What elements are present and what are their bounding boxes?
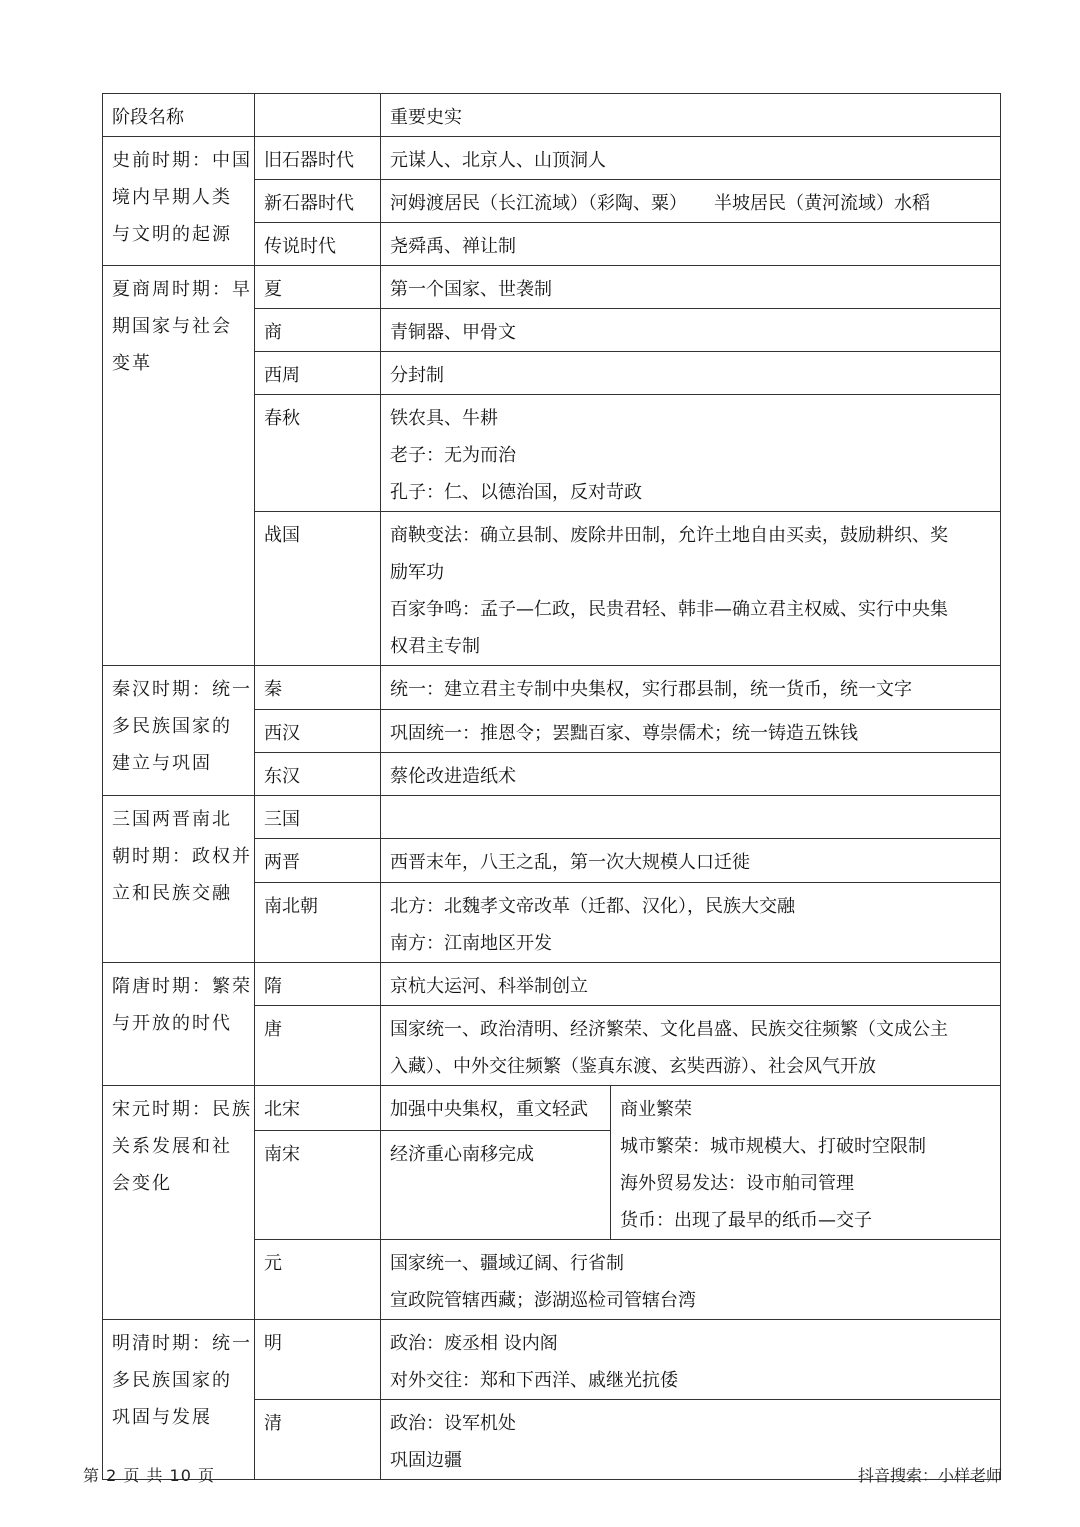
stage-line: 与文明的起源 xyxy=(112,224,232,245)
fact-line: 巩固边疆 xyxy=(390,1450,462,1471)
stage-line: 立和民族交融 xyxy=(112,883,232,904)
fact-line: 国家统一、疆域辽阔、行省制 xyxy=(390,1253,624,1274)
table-row xyxy=(103,666,1001,710)
stage-cell xyxy=(103,266,255,666)
stage-line: 会变化 xyxy=(112,1173,172,1194)
facts-cell xyxy=(381,710,1001,753)
period-cell: 商 xyxy=(255,309,381,352)
period-cell: 夏 xyxy=(255,266,381,309)
history-table xyxy=(102,93,1001,1480)
stage-cell xyxy=(103,1086,255,1320)
stage-line: 与开放的时代 xyxy=(112,1013,232,1034)
header-facts: 重要史实 xyxy=(381,94,1001,137)
fact-line: 商业繁荣 xyxy=(620,1099,692,1120)
facts-cell xyxy=(381,796,1001,839)
fact-line: 孔子：仁、以德治国，反对苛政 xyxy=(390,482,642,503)
facts-cell xyxy=(381,137,1001,180)
facts-cell xyxy=(381,1131,611,1240)
period-cell: 元 xyxy=(255,1240,381,1320)
stage-line: 关系发展和社 xyxy=(112,1136,232,1157)
stage-cell xyxy=(103,137,255,266)
facts-cell xyxy=(381,963,1001,1006)
fact-line: 西晋末年，八王之乱，第一次大规模人口迁徙 xyxy=(390,852,750,873)
fact-line: 城市繁荣：城市规模大、打破时空限制 xyxy=(620,1136,926,1157)
period-cell: 明 xyxy=(255,1320,381,1400)
stage-line: 朝时期：政权并 xyxy=(112,846,252,867)
fact-line: 老子：无为而治 xyxy=(390,445,516,466)
fact-line: 政治：废丞相 设内阁 xyxy=(390,1333,558,1354)
facts-cell xyxy=(381,666,1001,710)
table-row xyxy=(103,796,1001,839)
table-row xyxy=(103,1086,1001,1131)
stage-line: 宋元时期：民族 xyxy=(112,1099,252,1120)
stage-line: 明清时期：统一 xyxy=(112,1333,252,1354)
period-cell: 南北朝 xyxy=(255,883,381,963)
facts-cell xyxy=(381,395,1001,512)
fact-line: 入藏）、中外交往频繁（鉴真东渡、玄奘西游）、社会风气开放 xyxy=(390,1056,876,1077)
facts-cell xyxy=(381,1320,1001,1400)
facts-cell xyxy=(381,309,1001,352)
facts-cell xyxy=(381,1006,1001,1086)
fact-line: 尧舜禹、禅让制 xyxy=(390,236,516,257)
period-cell: 西周 xyxy=(255,352,381,395)
fact-line: 南方：江南地区开发 xyxy=(390,933,552,954)
stage-line: 期国家与社会 xyxy=(112,316,232,337)
table-row xyxy=(103,137,1001,180)
period-cell: 春秋 xyxy=(255,395,381,512)
stage-line: 秦汉时期：统一 xyxy=(112,679,252,700)
footer-credit: 抖音搜索：小样老师 xyxy=(857,1466,1002,1485)
fact-line: 分封制 xyxy=(390,365,444,386)
fact-line: 河姆渡居民（长江流域）（彩陶、粟） 半坡居民（黄河流域）水稻 xyxy=(390,193,930,214)
facts-cell xyxy=(381,180,1001,223)
period-cell: 旧石器时代 xyxy=(255,137,381,180)
fact-line: 百家争鸣：孟子—仁政，民贵君轻、韩非—确立君主权威、实行中央集 xyxy=(390,599,948,620)
facts-cell xyxy=(381,839,1001,883)
facts-cell xyxy=(381,512,1001,666)
period-cell: 西汉 xyxy=(255,710,381,753)
facts-cell xyxy=(381,753,1001,796)
fact-line: 经济重心南移完成 xyxy=(390,1144,534,1166)
fact-line: 第一个国家、世袭制 xyxy=(390,279,552,300)
header-row xyxy=(103,94,1001,137)
facts-cell xyxy=(381,1240,1001,1320)
stage-line: 三国两晋南北 xyxy=(112,809,232,830)
fact-line: 政治：设军机处 xyxy=(390,1413,516,1434)
stage-line: 境内早期人类 xyxy=(112,187,232,208)
header-period xyxy=(255,94,381,137)
stage-line: 建立与巩固 xyxy=(112,753,212,774)
period-cell: 隋 xyxy=(255,963,381,1006)
page-number: 第 2 页 共 10 页 xyxy=(83,1466,215,1485)
fact-line: 权君主专制 xyxy=(390,636,480,657)
period-cell: 传说时代 xyxy=(255,223,381,266)
fact-line: 励军功 xyxy=(390,562,444,583)
stage-line: 多民族国家的 xyxy=(112,716,232,737)
fact-line: 统一：建立君主专制中央集权，实行郡县制，统一货币，统一文字 xyxy=(390,679,912,700)
table-row xyxy=(103,963,1001,1006)
shared-facts-cell xyxy=(611,1086,1001,1240)
facts-cell xyxy=(381,352,1001,395)
table-row xyxy=(103,266,1001,309)
fact-line: 加强中央集权，重文轻武 xyxy=(390,1099,588,1120)
period-cell: 南宋 xyxy=(255,1131,381,1240)
period-cell: 战国 xyxy=(255,512,381,666)
table-row xyxy=(103,1320,1001,1400)
stage-line: 变革 xyxy=(112,353,152,374)
facts-cell xyxy=(381,883,1001,963)
fact-line: 商鞅变法：确立县制、废除井田制，允许土地自由买卖，鼓励耕织、奖 xyxy=(390,525,948,546)
facts-cell xyxy=(381,223,1001,266)
stage-line: 史前时期：中国 xyxy=(112,150,252,171)
period-cell: 北宋 xyxy=(255,1086,381,1131)
stage-line: 巩固与发展 xyxy=(112,1407,212,1428)
period-cell: 东汉 xyxy=(255,753,381,796)
stage-line: 隋唐时期：繁荣 xyxy=(112,976,252,997)
header-stage: 阶段名称 xyxy=(103,94,255,137)
fact-line: 青铜器、甲骨文 xyxy=(390,322,516,343)
stage-cell xyxy=(103,963,255,1086)
fact-line: 京杭大运河、科举制创立 xyxy=(390,976,588,997)
fact-line: 海外贸易发达：设市舶司管理 xyxy=(620,1173,854,1194)
period-cell: 唐 xyxy=(255,1006,381,1086)
fact-line: 元谋人、北京人、山顶洞人 xyxy=(390,150,606,171)
facts-cell xyxy=(381,1086,611,1131)
fact-line: 巩固统一：推恩令；罢黜百家、尊崇儒术；统一铸造五铢钱 xyxy=(390,723,858,744)
stage-cell xyxy=(103,1320,255,1480)
period-cell: 秦 xyxy=(255,666,381,710)
stage-line: 多民族国家的 xyxy=(112,1370,232,1391)
period-cell: 新石器时代 xyxy=(255,180,381,223)
fact-line: 国家统一、政治清明、经济繁荣、文化昌盛、民族交往频繁（文成公主 xyxy=(390,1019,948,1040)
fact-line: 蔡伦改进造纸术 xyxy=(390,766,516,787)
period-cell: 清 xyxy=(255,1400,381,1480)
fact-line: 货币：出现了最早的纸币—交子 xyxy=(620,1210,872,1231)
facts-cell xyxy=(381,266,1001,309)
period-cell: 三国 xyxy=(255,796,381,839)
period-cell: 两晋 xyxy=(255,839,381,883)
fact-line: 宣政院管辖西藏；澎湖巡检司管辖台湾 xyxy=(390,1290,696,1311)
stage-line: 夏商周时期：早 xyxy=(112,279,252,300)
fact-line: 对外交往：郑和下西洋、戚继光抗倭 xyxy=(390,1370,678,1391)
fact-line: 铁农具、牛耕 xyxy=(390,408,498,429)
stage-cell xyxy=(103,796,255,963)
fact-line: 北方：北魏孝文帝改革（迁都、汉化），民族大交融 xyxy=(390,896,795,917)
stage-cell xyxy=(103,666,255,796)
